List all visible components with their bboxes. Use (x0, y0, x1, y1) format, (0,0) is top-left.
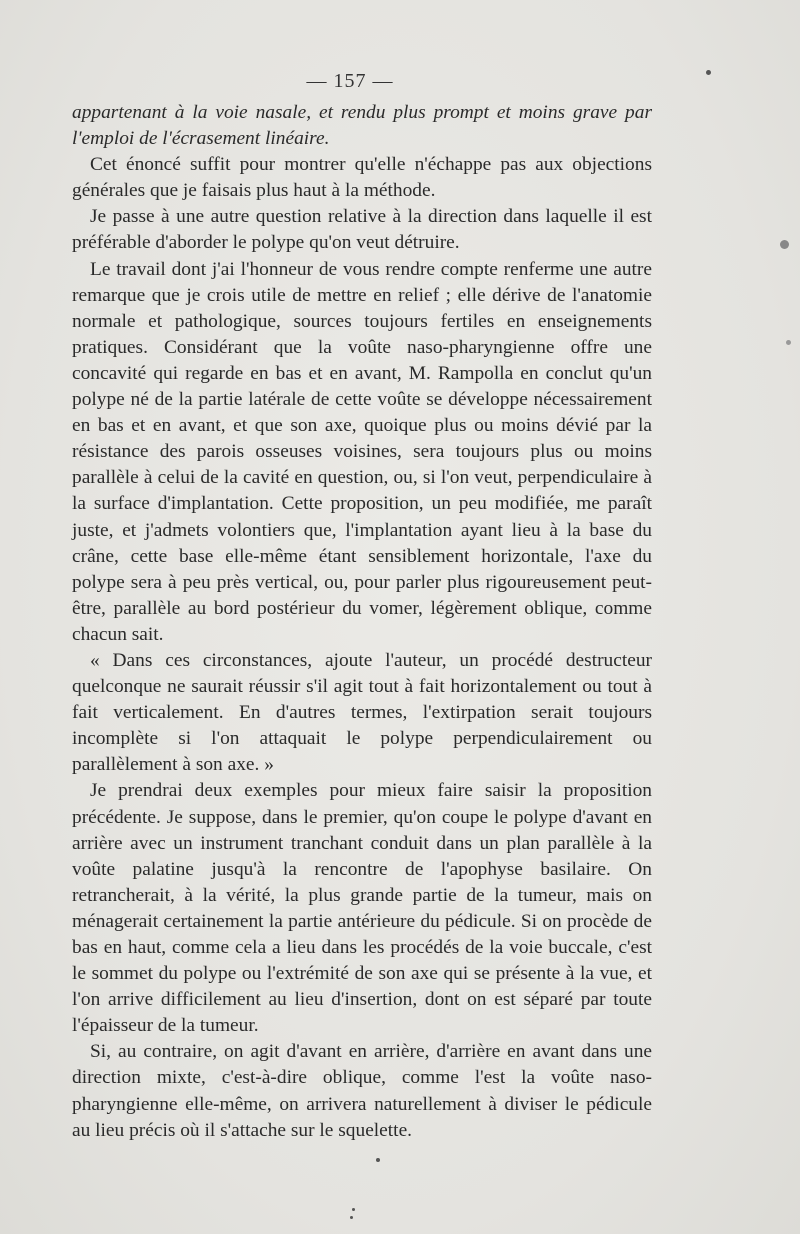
paragraph-quotation: « Dans ces circonstances, ajoute l'auteur, un procédé destructeur quelconque ne saurait réussir s'il agit tout à fait horizontalement ou tout à fait verticalement. En d'autres termes, l'extirpation serait toujours incomplète si l'on attaquait le polype perpendiculairement ou parallèlement à son axe. » (72, 649, 652, 776)
paper-speck (786, 340, 791, 345)
paper-speck (706, 70, 711, 75)
paragraph: Le travail dont j'ai l'honneur de vous rendre compte renferme une autre remarque que je crois utile de mettre en relief ; elle dérive de l'anatomie normale et pathologique, sources toujours fertiles en enseignements pratiques. Considérant que la voûte naso-pharyngienne offre une concavité qui regarde en bas et en avant, M. Rampolla en conclut qu'un polype né de la partie latérale de cette voûte se développe nécessairement en bas et en avant, et que son axe, quoique plus ou moins dévié par la résistance des parois osseuses voisines, sera toujours plus ou moins parallèle à celui de la cavité en question, ou, si l'on veut, perpendiculaire à la surface d'implantation. Cette proposition, un peu modifiée, me paraît juste, et j'admets volontiers que, l'implantation ayant lieu à la base du crâne, cette base elle-même étant sensiblement horizontale, l'axe du polype sera à peu près vertical, ou, pour parler plus rigoureusement peut-être, parallèle au bord postérieur du vomer, légèrement oblique, comme chacun sait. (72, 258, 652, 645)
paragraph: Si, au contraire, on agit d'avant en arrière, d'arrière en avant dans une direction mixte, c'est-à-dire oblique, comme l'est la voûte nasopharyngienne elle-même, on arrivera naturellement à diviser le pédicule au lieu précis où il s'attache sur le squelette. (72, 1041, 652, 1141)
paragraph: Cet énoncé suffit pour montrer qu'elle n'échappe pas aux objections générales que je faisais plus haut à la méthode. (72, 154, 652, 202)
paper-speck (376, 1158, 380, 1162)
paper-speck (350, 1216, 353, 1219)
paper-speck (780, 240, 789, 249)
paragraph-continuation: appartenant à la voie nasale, et rendu plus prompt et moins grave par l'emploi de l'écrasement linéaire. (72, 102, 652, 150)
page-number: — 157 — (306, 70, 394, 92)
paragraph: Je passe à une autre question relative à la direction dans laquelle il est préférable d'aborder le polype qu'on veut détruire. (72, 206, 652, 254)
body-text (72, 100, 652, 1144)
paragraph: Je prendrai deux exemples pour mieux faire saisir la proposition précédente. Je suppose, dans le premier, qu'on coupe le polype d'avant en arrière avec un instrument tranchant conduit dans un plan parallèle à la voûte palatine jusqu'à la rencontre de l'apophyse basilaire. On retrancherait, à la vérité, la plus grande partie de la tumeur, mais on ménagerait certainement la partie antérieure du pédicule. Si on procède de bas en haut, comme cela a lieu dans les procédés de la voie buccale, c'est le sommet du polype ou l'extrémité de son axe qui se présente à la vue, et l'on arrive difficilement au lieu d'insertion, dont on est séparé par toute l'épaisseur de la tumeur. (72, 780, 652, 1037)
paper-speck (352, 1208, 355, 1211)
